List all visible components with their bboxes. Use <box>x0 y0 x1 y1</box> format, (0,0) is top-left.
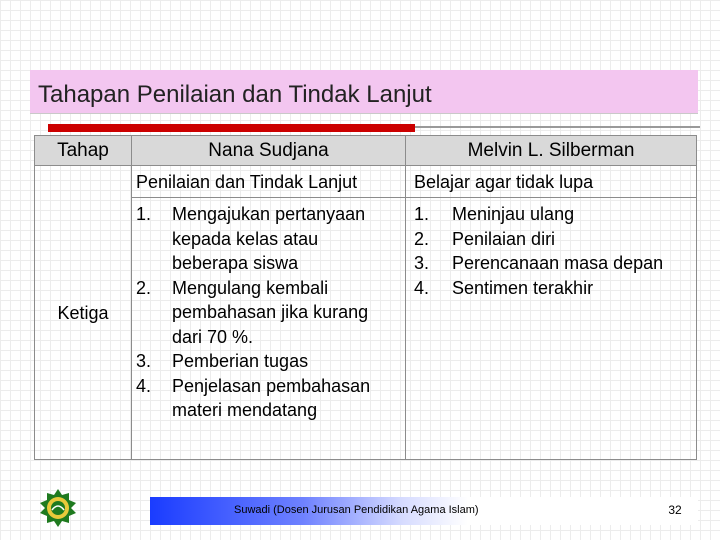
list-item-number: 3. <box>414 253 430 273</box>
list-item-text: Mengajukan pertanyaan kepada kelas atau beberapa siswa <box>172 204 366 273</box>
accent-line-red <box>48 124 415 132</box>
table-body-row <box>35 198 697 460</box>
footer-author: Suwadi (Dosen Jurusan Pendidikan Agama Islam) <box>234 504 479 516</box>
list-item-number: 4. <box>414 277 430 298</box>
list-item-number: 1. <box>136 204 152 224</box>
list-item-text: Meninjau ulang <box>452 204 575 224</box>
header-nana-sudjana: Nana Sudjana <box>132 136 406 166</box>
page-number: 32 <box>668 503 682 517</box>
list-item <box>406 227 696 252</box>
list-item <box>406 251 696 276</box>
list-item-text: Mengulang kembali pembahasan jika kurang dari 70 %. <box>172 277 369 347</box>
list-item-number: 2. <box>414 228 430 249</box>
university-emblem-icon <box>38 488 78 528</box>
accent-line-gray <box>415 126 700 128</box>
nana-subtitle: Penilaian dan Tindak Lanjut <box>132 166 406 198</box>
list-item <box>406 276 696 301</box>
header-tahap: Tahap <box>35 136 132 166</box>
table-header-row <box>35 136 697 166</box>
list-item-number: 2. <box>136 277 152 298</box>
list-item-number: 4. <box>136 375 152 396</box>
comparison-table <box>34 135 697 460</box>
list-item-number: 1. <box>414 204 430 224</box>
nana-list-cell <box>132 198 406 460</box>
slide-title: Tahapan Penilaian dan Tindak Lanjut <box>38 81 432 108</box>
list-item-text: Penilaian diri <box>452 228 556 249</box>
table-subtitle-row <box>35 166 697 198</box>
melvin-subtitle: Belajar agar tidak lupa <box>406 166 697 198</box>
list-item-text: Pemberian tugas <box>172 351 309 371</box>
list-item-text: Penjelasan pembahasan materi mendatang <box>172 375 371 420</box>
list-item <box>132 202 405 276</box>
list-item-text: Sentimen terakhir <box>452 277 594 298</box>
nana-steps-list <box>132 198 405 423</box>
list-item <box>132 349 405 374</box>
melvin-list-cell <box>406 198 697 460</box>
stage-cell <box>35 166 132 460</box>
list-item-text: Perencanaan masa depan <box>452 253 664 273</box>
header-melvin-silberman: Melvin L. Silberman <box>406 136 697 166</box>
melvin-steps-list <box>406 198 696 300</box>
stage-label: Ketiga <box>57 302 109 323</box>
list-item <box>406 202 696 227</box>
list-item <box>132 276 405 350</box>
list-item <box>132 374 405 423</box>
list-item-number: 3. <box>136 351 152 371</box>
